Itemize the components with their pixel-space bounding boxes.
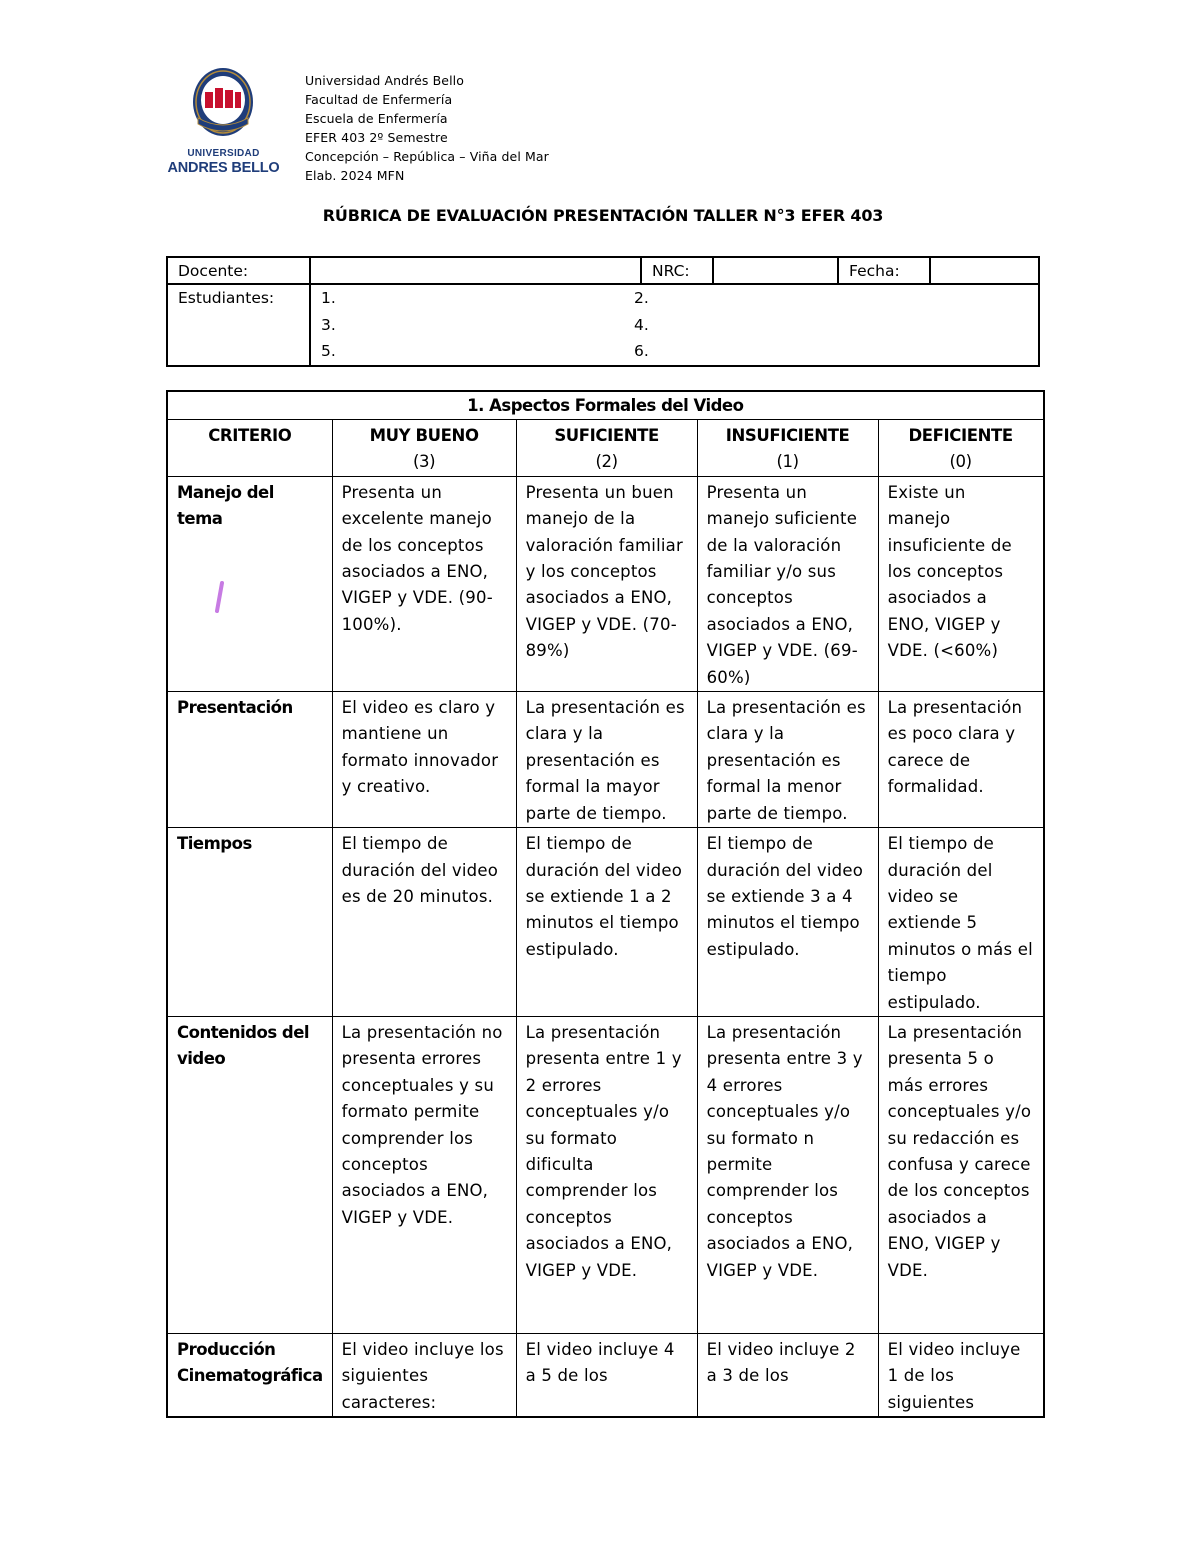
descriptor-cell: El video incluye 2 a 3 de los	[697, 1333, 878, 1417]
descriptor-cell: El video incluye los siguientes caracteres:	[332, 1333, 516, 1417]
criterio-header: CRITERIO	[167, 420, 332, 477]
logo-text-andres-bello: ANDRES BELLO	[167, 160, 280, 176]
descriptor-cell: El video incluye 1 de los siguientes	[878, 1333, 1044, 1417]
descriptor-cell: El tiempo de duración del video se extiende 3 a 4 minutos el tiempo estipulado.	[697, 828, 878, 1017]
descriptor-cell: Presenta un excelente manejo de los conceptos asociados a ENO, VIGEP y VDE. (90-100%).	[332, 476, 516, 691]
criterion-cell: Manejo del tema	[167, 476, 332, 691]
institution-header	[305, 71, 549, 185]
criterion-cell: Tiempos	[167, 828, 332, 1017]
estudiantes-label: Estudiantes:	[167, 284, 310, 366]
descriptor-cell: Presenta un manejo suficiente de la valoración familiar y/o sus conceptos asociados a ENO, VIGEP y VDE. (69-60%)	[697, 476, 878, 691]
descriptor-cell: La presentación presenta entre 1 y 2 errores conceptuales y/o su formato dificulta comprender los conceptos asociados a ENO, VIGEP y VDE.	[516, 1016, 697, 1333]
university-logo	[166, 66, 281, 178]
criterion-cell: Presentación	[167, 692, 332, 828]
student-slot[interactable]: 1.	[321, 289, 336, 307]
level-header: MUY BUENO (3)	[332, 420, 516, 477]
descriptor-cell: La presentación es poco clara y carece de formalidad.	[878, 692, 1044, 828]
university-seal-icon	[192, 66, 254, 138]
students-field[interactable]	[310, 284, 1039, 366]
docente-label: Docente:	[167, 257, 310, 284]
header-line: Concepción – República – Viña del Mar	[305, 149, 549, 164]
section-title: 1. Aspectos Formales del Video	[167, 391, 1044, 420]
descriptor-cell: Existe un manejo insuficiente de los conceptos asociados a ENO, VIGEP y VDE. (<60%)	[878, 476, 1044, 691]
docente-field[interactable]	[310, 257, 641, 284]
descriptor-cell: La presentación no presenta errores conceptuales y su formato permite comprender los conceptos asociados a ENO, VIGEP y VDE.	[332, 1016, 516, 1333]
header-line: Elab. 2024 MFN	[305, 168, 405, 183]
student-slot[interactable]: 6.	[634, 342, 649, 360]
descriptor-cell: La presentación presenta 5 o más errores conceptuales y/o su redacción es confusa y carece de los conceptos asociados a ENO, VIGEP y VDE.	[878, 1016, 1044, 1333]
student-slot[interactable]: 5.	[321, 342, 336, 360]
student-slot[interactable]: 3.	[321, 315, 336, 334]
descriptor-cell: La presentación es clara y la presentación es formal la mayor parte de tiempo.	[516, 692, 697, 828]
header-line: EFER 403 2º Semestre	[305, 130, 448, 145]
fecha-label: Fecha:	[838, 257, 930, 284]
descriptor-cell: Presenta un buen manejo de la valoración familiar y los conceptos asociados a ENO, VIGEP y VDE. (70-89%)	[516, 476, 697, 691]
fecha-field[interactable]	[930, 257, 1039, 284]
descriptor-cell: El tiempo de duración del video se extiende 1 a 2 minutos el tiempo estipulado.	[516, 828, 697, 1017]
highlighter-mark-icon	[212, 580, 228, 616]
nrc-label: NRC:	[641, 257, 713, 284]
descriptor-cell: La presentación es clara y la presentación es formal la menor parte de tiempo.	[697, 692, 878, 828]
header-line: Escuela de Enfermería	[305, 111, 448, 126]
nrc-field[interactable]	[713, 257, 838, 284]
descriptor-cell: El video es claro y mantiene un formato innovador y creativo.	[332, 692, 516, 828]
student-slot[interactable]: 4.	[634, 315, 649, 334]
student-slot[interactable]: 2.	[634, 289, 649, 307]
info-table	[166, 256, 1040, 367]
level-header: INSUFICIENTE (1)	[697, 420, 878, 477]
descriptor-cell: La presentación presenta entre 3 y 4 errores conceptuales y/o su formato n permite comprender los conceptos asociados a ENO, VIGEP y VDE.	[697, 1016, 878, 1333]
descriptor-cell: El tiempo de duración del video se extiende 5 minutos o más el tiempo estipulado.	[878, 828, 1044, 1017]
header-line: Universidad Andrés Bello	[305, 73, 464, 88]
logo-text-universidad: UNIVERSIDAD	[187, 148, 260, 159]
header-line: Facultad de Enfermería	[305, 92, 453, 107]
descriptor-cell: El video incluye 4 a 5 de los	[516, 1333, 697, 1417]
criterion-cell: Producción Cinematográfica	[167, 1333, 332, 1417]
criterion-cell: Contenidos del video	[167, 1016, 332, 1333]
rubric-table	[166, 390, 1045, 1418]
level-header: DEFICIENTE (0)	[878, 420, 1044, 477]
level-header: SUFICIENTE (2)	[516, 420, 697, 477]
descriptor-cell: El tiempo de duración del video es de 20 minutos.	[332, 828, 516, 1017]
document-title: RÚBRICA DE EVALUACIÓN PRESENTACIÓN TALLER N°3 EFER 403	[322, 206, 884, 225]
